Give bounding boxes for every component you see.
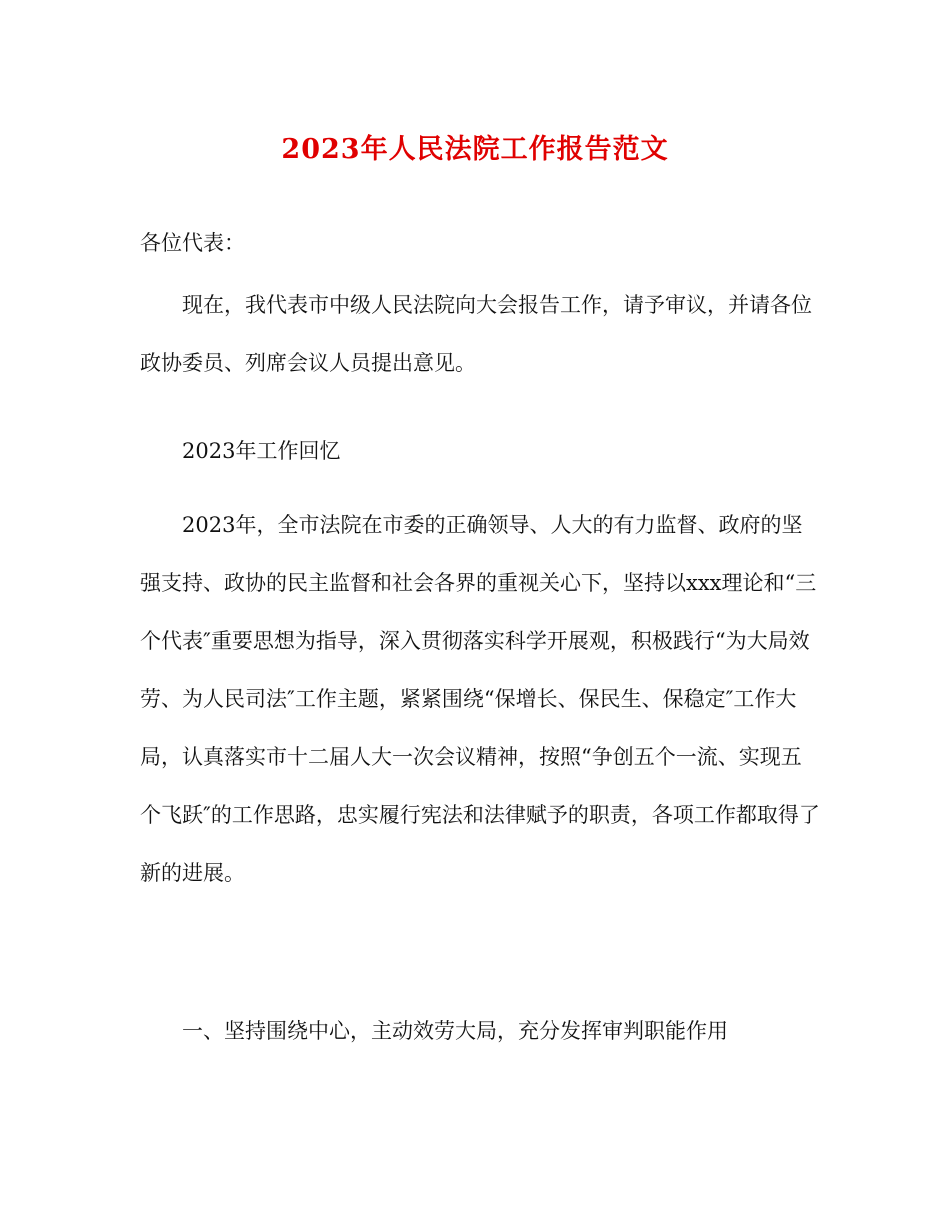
section-heading: 一、坚持围绕中心，主动效劳大局，充分发挥审判职能作用	[182, 1019, 728, 1043]
intro-paragraph: 现在，我代表市中级人民法院向大会报告工作，请予审议，并请各位政协委员、列席会议人员提出意见。	[140, 293, 812, 375]
salutation-paragraph: 各位代表：	[140, 231, 245, 255]
review-heading: 2023年工作回忆	[182, 439, 341, 463]
review-body-paragraph: 2023年，全市法院在市委的正确领导、人大的有力监督、政府的坚强支持、政协的民主监督和社会各界的重视关心下，坚持以xxx理论和“三个代表″重要思想为指导，深入贯彻落实科学开展观，积极践行“为大局效劳、为人民司法″工作主题，紧紧围绕“保增长、保民生、保稳定″工作大局，认真落实市十二届人大一次会议精神，按照“争创五个一流、实现五个飞跃″的工作思路，忠实履行宪法和法律赋予的职责，各项工作都取得了新的进展。	[140, 513, 820, 885]
document-title: 2023年人民法院工作报告范文	[281, 134, 669, 165]
